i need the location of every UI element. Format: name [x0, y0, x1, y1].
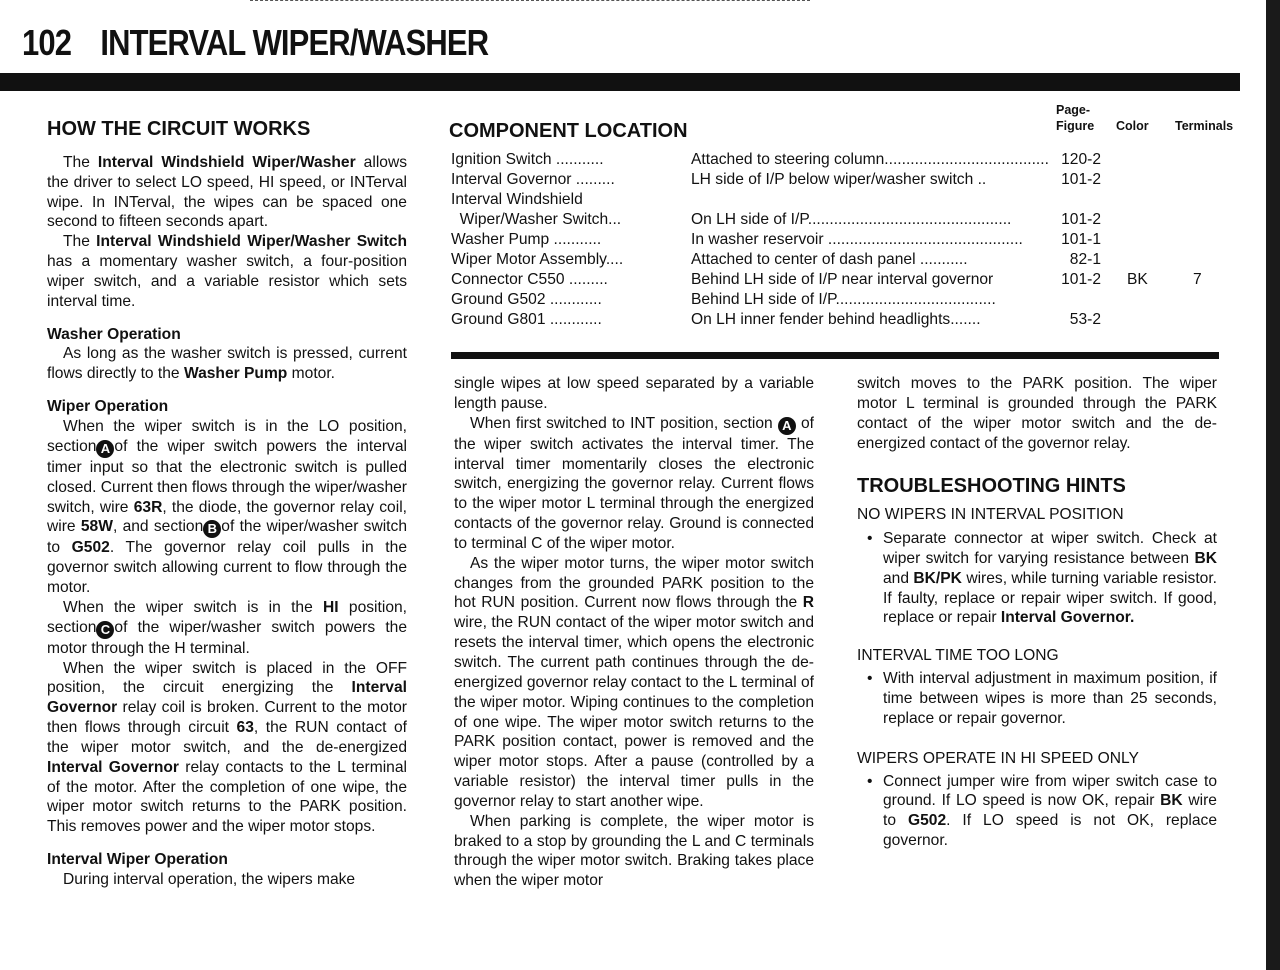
- interval-operation-column: [454, 374, 814, 891]
- how-circuit-works-column: [47, 120, 407, 890]
- table-row: Wiper Motor Assembly.... Attached to center of dash panel ........... 82-1: [451, 251, 1101, 268]
- section-a-marker: A: [96, 440, 114, 458]
- column-header-terminals: Terminals: [1175, 119, 1234, 133]
- page-title: INTERVAL WIPER/WASHER: [100, 22, 489, 63]
- list-item: • With interval adjustment in maximum position, if time between wipes is more than 25 seconds, replace or repair governor.: [857, 669, 1217, 729]
- header-rule: [0, 73, 1240, 91]
- paragraph: switch moves to the PARK position. The wiper motor L terminal is grounded through the PARK contact of the wiper motor switch and the de-energized contact of the governor relay.: [857, 375, 1217, 452]
- paragraph: When the wiper switch is in the LO position, section A of the wiper switch powers the interval timer input so that the electronic switch is pulled closed. Current then flows through the wiper/washer switch, wire 63R, the diode, the governor relay coil, wire 58W, and section B of the wiper/washer switch to G502. The governor relay coil pulls in the governor switch allowing current to flow through the motor.: [47, 417, 407, 597]
- paragraph: When the wiper switch is placed in the OFF position, the circuit energizing the Interval Governor relay coil is broken. Current to the motor then flows through circuit 63, the RUN contact of the wiper motor switch, and the de-energized Interval Governor relay contacts to the L terminal of the motor. After the completion of one wipe, the wiper motor switch returns to the PARK position. This removes power and the wiper motor stops.: [47, 659, 407, 836]
- paragraph: As long as the washer switch is pressed, current flows directly to the Washer Pump motor.: [47, 345, 407, 383]
- paragraph: During interval operation, the wipers make: [63, 871, 356, 888]
- page-header: [22, 22, 488, 64]
- paragraph: The Interval Windshield Wiper/Washer Switch has a momentary washer switch, a four-position wiper switch, and a variable resistor which sets interval time.: [47, 233, 407, 310]
- trouble-heading-no-wipers: NO WIPERS IN INTERVAL POSITION: [857, 506, 1124, 524]
- table-row: Connector C550 ......... Behind LH side of I/P near interval governor 101-2 BK 7: [451, 271, 1202, 288]
- section-heading-troubleshooting: TROUBLESHOOTING HINTS: [857, 475, 1126, 498]
- table-row: Ground G801 ............ On LH inner fender behind headlights....... 53-2: [451, 311, 1101, 328]
- column-header-pagefigure: Page- Figure: [1056, 103, 1095, 133]
- paragraph: single wipes at low speed separated by a variable length pause.: [454, 375, 814, 412]
- section-b-marker: B: [203, 520, 221, 538]
- table-row: Ignition Switch ........... Attached to steering column...................................... 120-2: [451, 151, 1101, 168]
- section-heading-component: COMPONENT LOCATION: [449, 120, 688, 142]
- paragraph: When first switched to INT position, section A of the wiper switch activates the interval timer. The interval timer momentarily closes the electronic switch, energizing the governor relay. Current flows to the wiper motor L terminal through the energized contacts of the governor relay. Ground is connected to terminal C of the wiper motor.: [454, 414, 814, 552]
- paragraph: When the wiper switch is in the HI position, section C of the wiper/washer switch powers the motor through the H terminal.: [47, 598, 408, 657]
- list-item: • Connect jumper wire from wiper switch case to ground. If LO speed is now OK, repair BK wire to G502. If LO speed is not OK, replace governor.: [857, 772, 1217, 851]
- page-number: 102: [22, 22, 72, 63]
- table-row: Interval Windshield: [451, 191, 583, 208]
- paragraph: As the wiper motor turns, the wiper motor switch changes from the grounded PARK position to the hot RUN position. Current now flows through the R wire, the RUN contact of the wiper motor switch and resets the interval timer, which opens the electronic switch. The current path continues through the de-energized governor relay contact to the L terminal of the wiper motor. Wiping continues to the completion of one wipe. The wiper motor switch returns to the PARK position contact, power is removed and the wiper motor stops. After a pause (controlled by a variable resistor) the interval timer pulls in the governor relay to start another wipe.: [454, 554, 815, 810]
- top-scan-artifact: [250, 0, 810, 4]
- paragraph: When parking is complete, the wiper motor is braked to a stop by grounding the L and C terminals through the wiper motor switch. Braking takes place when the wiper motor: [454, 812, 814, 890]
- section-c-marker: C: [96, 621, 114, 639]
- page-edge-shadow: [1266, 0, 1280, 970]
- list-item: • Separate connector at wiper switch. Check at wiper switch for varying resistance between BK and BK/PK wires, while turning variable resistor. If faulty, replace or repair wiper switch. If good, replace or repair Interval Governor.: [857, 529, 1217, 628]
- section-rule: [451, 352, 1219, 359]
- section-heading-how: HOW THE CIRCUIT WORKS: [47, 118, 311, 140]
- table-row: Washer Pump ........... In washer reservoir ............................................. 101-1: [451, 231, 1101, 248]
- section-a-marker: A: [778, 417, 796, 435]
- subheading-wiper: Wiper Operation: [47, 398, 169, 416]
- subheading-washer: Washer Operation: [47, 325, 181, 343]
- paragraph: The Interval Windshield Wiper/Washer allows the driver to select LO speed, HI speed, or INTerval wipe. In INTerval, the wipes can be spaced one second to fifteen seconds apart.: [47, 153, 408, 231]
- trouble-heading-hi-speed: WIPERS OPERATE IN HI SPEED ONLY: [857, 749, 1139, 767]
- trouble-heading-interval-long: INTERVAL TIME TOO LONG: [857, 647, 1059, 665]
- table-row: Interval Governor ......... LH side of I/P below wiper/washer switch .. 101-2: [451, 171, 1101, 188]
- subheading-interval: Interval Wiper Operation: [47, 851, 228, 869]
- column-header-color: Color: [1116, 119, 1149, 133]
- table-row: Ground G502 ............ Behind LH side of I/P.....................................: [451, 291, 996, 308]
- component-location-table: [451, 150, 1231, 330]
- table-row: Wiper/Washer Switch... On LH side of I/P............................................... 101-2: [451, 211, 1101, 228]
- troubleshooting-column: [857, 374, 1217, 851]
